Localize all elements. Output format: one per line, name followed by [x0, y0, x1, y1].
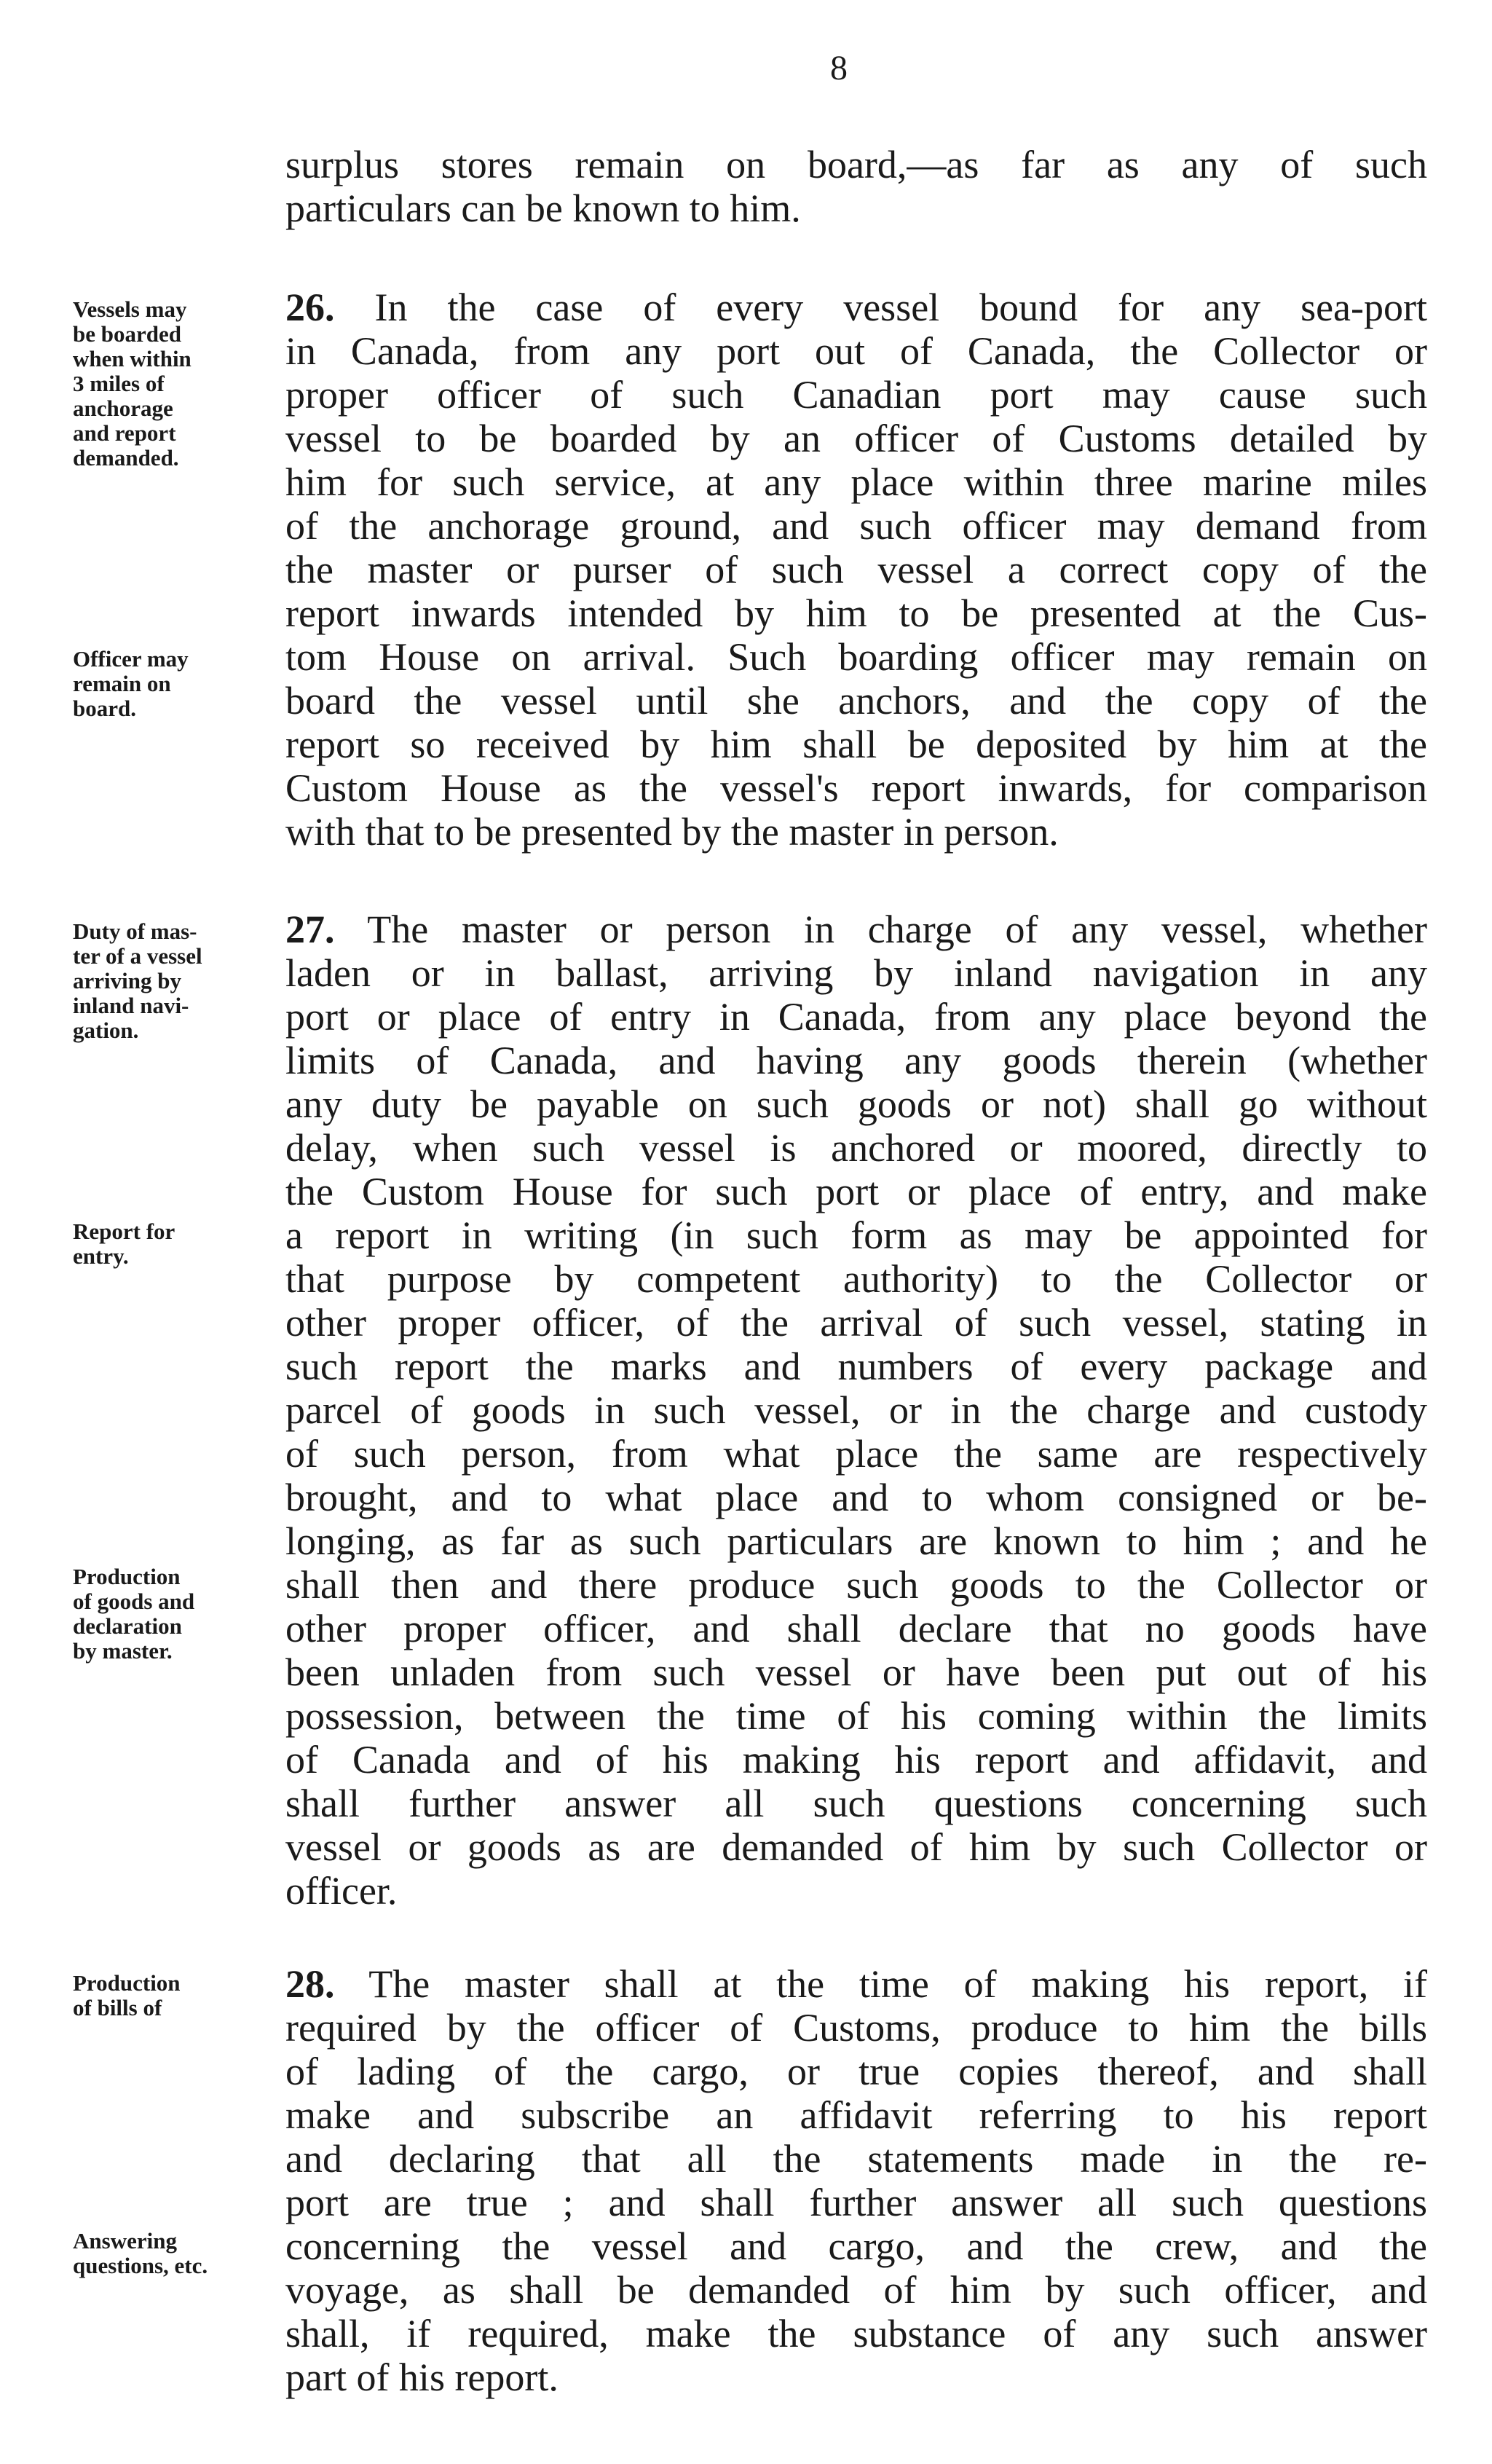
text-line: other proper officer, and shall declare that no goods have	[285, 1607, 1427, 1650]
page-number: 8	[830, 49, 848, 87]
text-line: officer.	[285, 1869, 398, 1913]
margin-note-report-for-entry: Report for entry.	[73, 1219, 175, 1269]
text-line: report inwards intended by him to be presented at the Cus-	[285, 591, 1427, 635]
text-line: such report the marks and numbers of every package and	[285, 1345, 1427, 1388]
text-line: shall then and there produce such goods to the Collector or	[285, 1563, 1427, 1607]
section-number: 26.	[285, 286, 335, 329]
text-line: the Custom House for such port or place of entry, and make	[285, 1170, 1427, 1213]
text-line: 28. The master shall at the time of making his report, if	[285, 1962, 1427, 2006]
text-line: other proper officer, of the arrival of such vessel, stating in	[285, 1301, 1427, 1345]
text-line: of Canada and of his making his report and affidavit, and	[285, 1738, 1427, 1782]
text-line: limits of Canada, and having any goods therein (whether	[285, 1039, 1427, 1082]
margin-note-production-bills: Production of bills of	[73, 1970, 181, 2020]
text-line: the master or purser of such vessel a correct copy of the	[285, 548, 1427, 591]
text-line: longing, as far as such particulars are known to him ; and he	[285, 1519, 1427, 1563]
text-line: surplus stores remain on board,—as far as any of such	[285, 143, 1427, 186]
text-line: shall further answer all such questions concerning such	[285, 1782, 1427, 1825]
text-line: that purpose by competent authority) to the Collector or	[285, 1257, 1427, 1301]
text-line: port are true ; and shall further answer all such questions	[285, 2181, 1427, 2224]
margin-note-vessels-boarded: Vessels may be boarded when within 3 miles of anchorage and report demanded.	[73, 296, 192, 471]
section-number: 28.	[285, 1962, 335, 2006]
text-line: of lading of the cargo, or true copies thereof, and shall	[285, 2050, 1427, 2093]
text-line: required by the officer of Customs, produce to him the bills	[285, 2006, 1427, 2050]
text-line: concerning the vessel and cargo, and the crew, and the	[285, 2224, 1427, 2268]
text-line: Custom House as the vessel's report inwards, for comparison	[285, 766, 1427, 810]
text-line: tom House on arrival. Such boarding officer may remain on	[285, 635, 1427, 679]
text-line: with that to be presented by the master in person.	[285, 810, 1059, 854]
margin-note-duty-of-master: Duty of mas- ter of a vessel arriving by inland navi- gation.	[73, 918, 202, 1043]
text-line: brought, and to what place and to whom consigned or be-	[285, 1476, 1427, 1519]
text-line: been unladen from such vessel or have been put out of his	[285, 1650, 1427, 1694]
text-line: voyage, as shall be demanded of him by such officer, and	[285, 2268, 1427, 2312]
text-line: parcel of goods in such vessel, or in the charge and custody	[285, 1388, 1427, 1432]
text-line: a report in writing (in such form as may be appointed for	[285, 1213, 1427, 1257]
text-line: delay, when such vessel is anchored or moored, directly to	[285, 1126, 1427, 1170]
text-line: 26. In the case of every vessel bound for any sea-port	[285, 286, 1427, 329]
text-line: port or place of entry in Canada, from any place beyond the	[285, 995, 1427, 1039]
text-line: vessel or goods as are demanded of him by such Collector or	[285, 1825, 1427, 1869]
text-line: possession, between the time of his coming within the limits	[285, 1694, 1427, 1738]
text-line: shall, if required, make the substance of any such answer	[285, 2312, 1427, 2355]
margin-note-answering-questions: Answering questions, etc.	[73, 2228, 208, 2278]
margin-note-officer-remain: Officer may remain on board.	[73, 646, 189, 721]
text-line: particulars can be known to him.	[285, 186, 801, 230]
section-number: 27.	[285, 908, 335, 951]
text-line: report so received by him shall be deposited by him at the	[285, 723, 1427, 766]
margin-note-production-goods: Production of goods and declaration by master.	[73, 1564, 195, 1664]
text-line: in Canada, from any port out of Canada, the Collector or	[285, 329, 1427, 373]
text-line: and declaring that all the statements made in the re-	[285, 2137, 1427, 2181]
text-line: proper officer of such Canadian port may cause such	[285, 373, 1427, 417]
text-line: laden or in ballast, arriving by inland navigation in any	[285, 951, 1427, 995]
carryover-paragraph	[285, 143, 1427, 230]
text-line: of the anchorage ground, and such officer may demand from	[285, 504, 1427, 548]
text-line: him for such service, at any place within three marine miles	[285, 460, 1427, 504]
section-26	[285, 286, 1427, 854]
text-line: 27. The master or person in charge of any vessel, whether	[285, 908, 1427, 951]
text-line: part of his report.	[285, 2355, 558, 2399]
text-line: board the vessel until she anchors, and the copy of the	[285, 679, 1427, 723]
text-line: of such person, from what place the same are respectively	[285, 1432, 1427, 1476]
section-28	[285, 1962, 1427, 2399]
text-line: any duty be payable on such goods or not) shall go without	[285, 1082, 1427, 1126]
text-line: vessel to be boarded by an officer of Customs detailed by	[285, 417, 1427, 460]
text-line: make and subscribe an affidavit referring to his report	[285, 2093, 1427, 2137]
section-27	[285, 908, 1427, 1913]
